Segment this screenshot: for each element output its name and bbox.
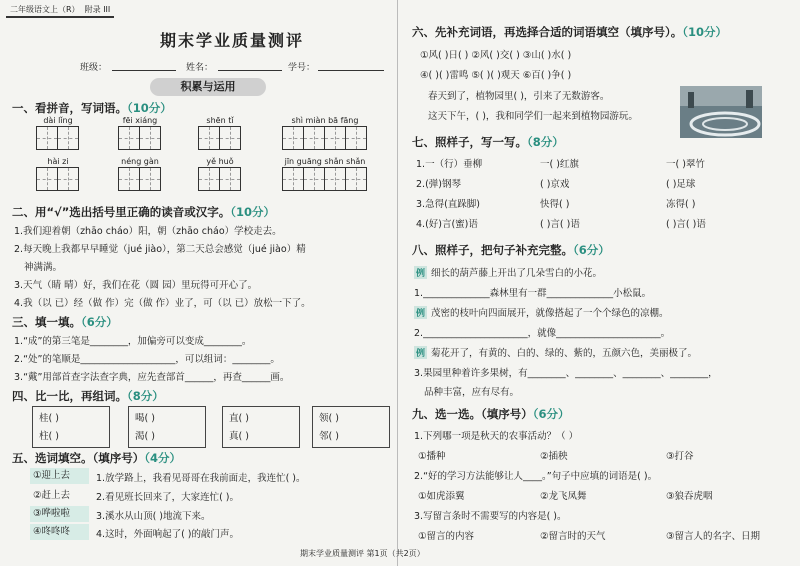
question-line: 3.天气（睛 晴）好，我们在花（圆 园）里玩得可开心了。 [14, 280, 258, 291]
choice[interactable]: ①播种 [418, 451, 446, 462]
s8-title: 八、照样子，把句子补充完整。（6分） [412, 243, 610, 257]
answer-item: 一( )翠竹 [666, 159, 705, 170]
pinyin: hài zi [47, 157, 69, 166]
s9-title: 九、选一选。（填序号）（6分） [412, 407, 570, 421]
pinyin: fēi xiáng [122, 116, 158, 125]
question-line: 3.“戴”用部首查字法查字典，应先查部首______，再查______画。 [14, 372, 290, 383]
appendix-label: 附录 III [84, 5, 111, 14]
answer-item: ( )京戏 [540, 179, 570, 190]
class-label: 班级： [80, 63, 108, 73]
writing-grid[interactable] [36, 126, 78, 150]
example-item: 1.一（行）垂柳 [416, 159, 483, 170]
example-line: 例 细长的葫芦藤上开出了几朵雪白的小花。 [416, 268, 603, 279]
page-footer: 期末学业质量测评 第1页（共2页） [300, 549, 425, 558]
name-field[interactable] [218, 60, 282, 71]
question-line: ④( )( )雷鸣 ⑤( )( )观天 ⑥百( )争( ) [420, 70, 572, 81]
id-field[interactable] [318, 60, 384, 71]
name-label: 姓名： [186, 63, 214, 73]
choice[interactable]: ②留言时的天气 [540, 531, 606, 542]
question-line: 1.______________森林里有一群______________小松鼠。 [414, 288, 652, 299]
s6-title: 六、先补充词语，再选择合适的词语填空（填序号）。（10分） [412, 25, 728, 39]
question-line: 2.每天晚上我都早早睡觉（jué jiào），第二天总会感觉（jué jiào）精 [14, 244, 306, 255]
word-option: ④咚咚咚 [30, 524, 89, 540]
question-line: 4.我（以 已）经（做 作）完（做 作）业了，可（以 已）放松一下了。 [14, 298, 311, 309]
example-line: 例 菊花开了，有黄的、白的、绿的、紫的，五颜六色，美丽极了。 [416, 348, 698, 359]
s4-title: 四、比一比，再组词。（8分） [12, 389, 164, 403]
question-line: 2.______________________，就像______________________。 [414, 328, 671, 339]
answer-item: 冻得( ) [666, 199, 696, 210]
compare-box[interactable]: 桂( ) 柱( ) [32, 406, 110, 448]
question-line: 1.“成”的第三笔是________，加偏旁可以变成________。 [14, 336, 252, 347]
garden-photo [680, 86, 762, 138]
writing-grid[interactable] [198, 167, 240, 191]
compare-box[interactable]: 领( ) 邻( ) [312, 406, 390, 448]
example-line: 例 茂密的枝叶向四面展开，就像搭起了一个个绿色的凉棚。 [416, 308, 669, 319]
answer-item: ( )足球 [666, 179, 696, 190]
garden-illustration [680, 86, 762, 138]
choice[interactable]: ③狼吞虎咽 [666, 491, 713, 502]
choice[interactable]: ③打谷 [666, 451, 694, 462]
compare-box[interactable]: 喝( ) 渴( ) [128, 406, 206, 448]
pinyin: dài lǐng [43, 116, 73, 125]
writing-grid[interactable] [118, 167, 160, 191]
writing-grid[interactable] [282, 167, 366, 191]
question-line: 3.溪水从山顶( )地流下来。 [96, 511, 211, 522]
word-option: ②赶上去 [33, 490, 71, 501]
choice[interactable]: ②插秧 [540, 451, 568, 462]
class-field[interactable] [112, 60, 176, 71]
example-item: 2.(弹)钢琴 [416, 179, 461, 190]
column-divider [397, 0, 398, 566]
question-line: 神满满。 [24, 262, 63, 273]
example-item: 3.急得(直跺脚) [416, 199, 480, 210]
answer-item: ( )言( )语 [540, 219, 580, 230]
answer-item: 一( )红旗 [540, 159, 579, 170]
choice[interactable]: ②龙飞凤舞 [540, 491, 587, 502]
pinyin: shēn tǐ [206, 116, 234, 125]
writing-grid[interactable] [118, 126, 160, 150]
question-line: 这天下午，( )，我和同学们一起来到植物园游玩。 [428, 111, 638, 122]
question-line: 4.这时，外面响起了( )的敲门声。 [96, 529, 239, 540]
writing-grid[interactable] [36, 167, 78, 191]
choice[interactable]: ①如虎添翼 [418, 491, 465, 502]
question-line: 3.写留言条时不需要写的内容是( )。 [414, 511, 567, 522]
s7-title: 七、照样子，写一写。（8分） [412, 135, 564, 149]
page-title: 期末学业质量测评 [160, 31, 305, 50]
question-line: 1.我们迎着朝（zhāo cháo）阳，朝（zhāo cháo）学校走去。 [14, 226, 282, 237]
choice[interactable]: ①留言的内容 [418, 531, 475, 542]
id-label: 学号： [288, 63, 316, 73]
question-line: 2.看见班长回来了，大家连忙( )。 [96, 492, 239, 503]
pinyin: yě huǒ [206, 157, 234, 166]
section-banner: 积累与运用 [150, 78, 266, 96]
question-line: 1.放学路上，我看见哥哥在我前面走，我连忙( )。 [96, 473, 306, 484]
answer-item: ( )言( )语 [666, 219, 706, 230]
pinyin: néng gàn [121, 157, 159, 166]
word-option: ①迎上去 [30, 468, 89, 484]
choice[interactable]: ③留言人的名字、日期 [666, 531, 761, 542]
word-option: ③哗啦啦 [30, 506, 89, 522]
question-line: 品种丰富，应有尽有。 [424, 387, 520, 398]
writing-grid[interactable] [198, 126, 240, 150]
example-item: 4.(好)言(蜜)语 [416, 219, 478, 230]
s3-title: 三、填一填。（6分） [12, 315, 118, 329]
answer-item: 快得( ) [540, 199, 570, 210]
question-line: 3.果园里种着许多果树，有________、________、________、________， [414, 368, 718, 379]
s2-title: 二、用“√”选出括号里正确的读音或汉字。（10分） [12, 205, 276, 219]
question-line: 1.下列哪一项是秋天的农事活动？（ ） [414, 431, 579, 442]
book-header [6, 4, 114, 18]
question-line: 2.“好的学习方法能够让人____。”句子中应填的词语是( )。 [414, 471, 658, 482]
book-name: 二年级语文上（R） [10, 5, 80, 14]
pinyin: shì miàn bā fāng [291, 116, 359, 125]
question-line: 春天到了，植物园里( )，引来了无数游客。 [428, 91, 610, 102]
compare-box[interactable]: 直( ) 真( ) [222, 406, 300, 448]
question-line: ①风( )日( ) ②风( )交( ) ③山( )水( ) [420, 50, 572, 61]
question-line: 2.“处”的笔顺是____________________，可以组词：________。 [14, 354, 280, 365]
s1-title: 一、看拼音，写词语。（10分） [12, 101, 172, 115]
writing-grid[interactable] [282, 126, 366, 150]
pinyin: jīn guāng shǎn shǎn [284, 157, 366, 166]
s5-title: 五、选词填空。（填序号）（4分） [12, 451, 182, 465]
